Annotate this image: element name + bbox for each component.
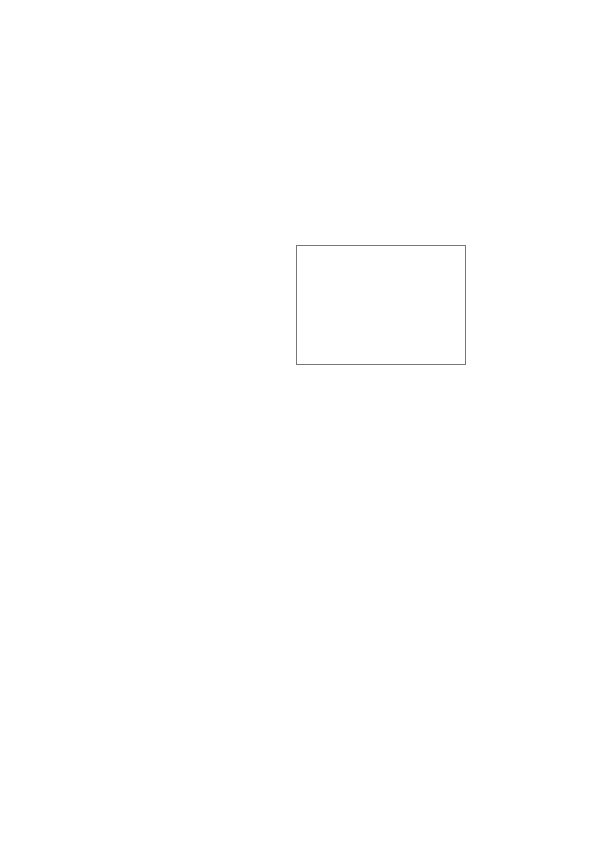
boxplot-figure [296, 245, 466, 365]
boxplot-svg [297, 246, 465, 364]
